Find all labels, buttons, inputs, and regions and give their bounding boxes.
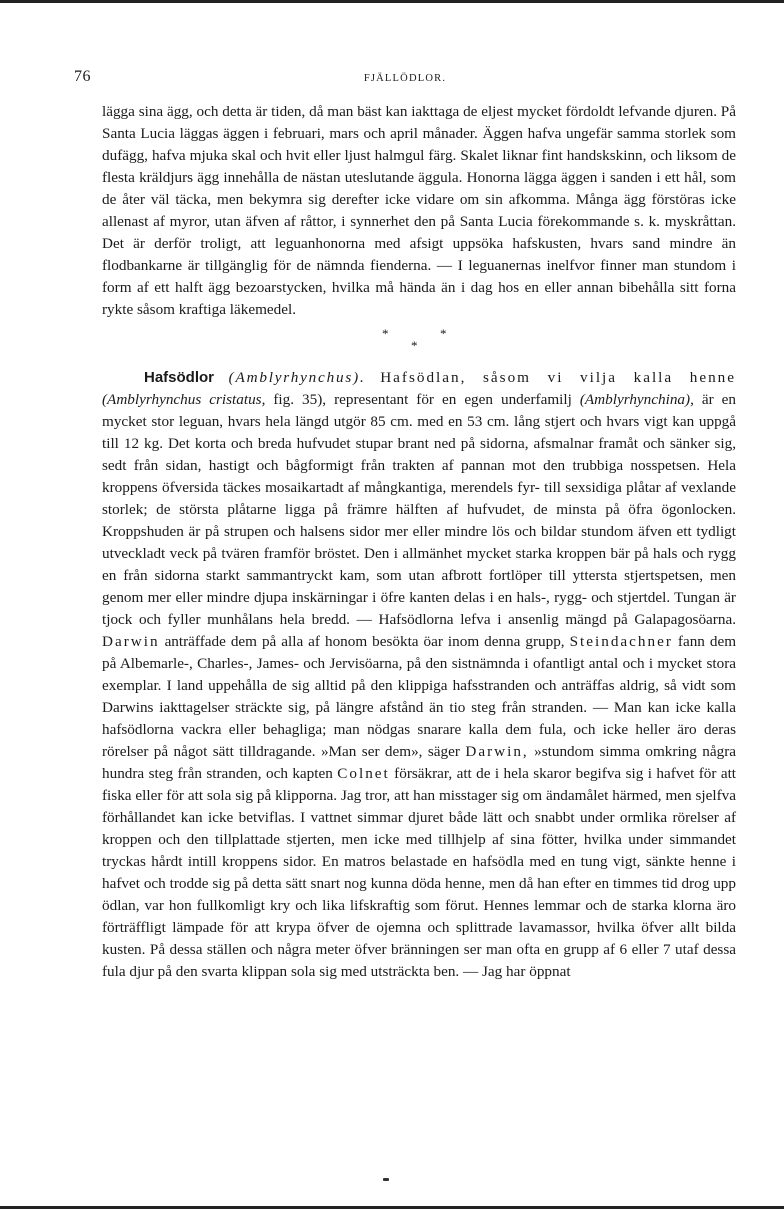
text-run: är en mycket stor leguan, hvars hela längd utgör 85 cm. med en 53 cm. lång stjert och hvars vigt kan uppgå till 12 kg. Det korta och breda hufvudet stupar brant ned på sidorna, afsmalnar framåt och sänker sig, sedt från sidan, hastigt och bågformigt från trakten af pannan mot den trubbiga nosspetsen. Hela kroppens öfversida täckes mosaikartadt af mångkantiga, merendels fyr- till sexsidiga plåtar af vexlande storlek; de största plåtarne ligga på främre hälften af hufvudet, de minsta på öfra ögonlocken. Kroppshuden är på strupen och halsens sidor mer eller mindre lös och bildar stundom äfven ett tydligt utveckladt veck på tvären framför bröstet. Den i allmänhet mycket starka kroppen bär på hals och rygg en från sidorna starkt sammantryckt kam, som utan afbrott fortlöper till yttersta stjertspetsen, men genom mer eller mindre djupa inskärningar i öfre kanten delas i en hals-, rygg- och stjertdel. Tungan är tjock och fyller munhålans hela bredd. — Hafsödlorna lefva i ansenlig mängd på Galapagosöarna. (102, 391, 737, 628)
text-run: fig. 35), representant för en egen underfamilj (273, 391, 572, 408)
separator-star: * (411, 338, 418, 353)
running-head: FJÄLLÖDLOR. (363, 73, 447, 84)
section-heading: Hafsödlor (144, 369, 215, 386)
section-separator (102, 323, 736, 363)
family-name: (Amblyrhynchina), (579, 391, 694, 408)
top-border-rule (0, 0, 784, 3)
bottom-border-rule (0, 1206, 784, 1209)
text-run: försäkrar, att de i hela skaror begifva sig i hafvet för att fiska eller för att sola sig på klipporna. Jag tror, att han misstager sig om ändamålet härmed, men sjelfva förhållandet kan icke betviflas. I vattnet simmar djuret både lätt och snabbt under ormlika rörelser af kroppen och den tillplattade stjerten, men icke med tillhjelp af sina fötter, hvilka under simmandet tryckas hårdt intill kroppens sidor. En matros belastade en hafsödla med en tung vigt, sänkte henne i hafvet och trodde sig på detta sätt snart nog kunna döda henne, men då han efter en timmes tid drog upp ödlan, var hon fullkomligt kry och lika lifskraftig som förut. Hennes lemmar och de starka klorna äro förträffligt lämpade för att krypa öfver de ojemna och splittrade lavamassor, hvilka öfver allt bilda kusten. På dessa ställen och några meter öfver bränningen ser man ofta en grupp af 6 eller 7 utaf dessa fula djur på den svarta klippan sola sig med utsträckta ben. — Jag har öppnat (102, 765, 737, 980)
author-name-darwin: Darwin (102, 633, 160, 650)
bottom-mark (383, 1178, 389, 1181)
page-header (74, 68, 736, 92)
text-run: »stundom simma omkring några hundra steg från stranden, och kapten (102, 743, 736, 782)
separator-star: * (382, 326, 389, 341)
author-name-darwin: Darwin, (465, 743, 529, 760)
genus-name: (Amblyrhynchus). (228, 369, 366, 386)
species-name: (Amblyrhynchus cristatus, (102, 391, 266, 408)
text-run: fann dem på Albemarle-, Charles-, James- och Jervisöarna, på den sistnämnda i ofantligt antal och i mycket stora exemplar. I land uppehålla de sig alltid på den klippiga hafsstranden och anträffas aldrig, så vidt som Darwins iakttagelser sträckte sig, på längre afstånd än tio steg från stranden. — Man kan icke kalla hafsödlorna vackra eller behagliga; man nödgas snarare kalla dem fula, och icke heller äro deras rörelser på något sätt tilldragande. »Man ser dem», säger (102, 633, 737, 760)
page-body (102, 101, 736, 983)
paragraph-hafsodlor (102, 367, 736, 983)
page-number: 76 (74, 68, 91, 85)
text-run: anträffade dem på alla af honom besökta öar inom denna grupp, (164, 633, 565, 650)
author-name-steindachner: Steindachner (569, 633, 673, 650)
author-name-colnet: Colnet (337, 765, 390, 782)
paragraph-eggs: lägga sina ägg, och detta är tiden, då man bäst kan iakttaga de eljest mycket fördoldt lefvande djuren. På Santa Lucia läggas äggen i februari, mars och april månader. Äggen hafva ungefär samma storlek som dufägg, hafva mjuka skal och hvit eller ljust halmgul färg. Skalet liknar fint handskskinn, och liksom de flesta kräldjurs ägg innehålla de nästan uteslutande äggula. Honorna lägga äggen i sanden i ett hål, som de åter väl täcka, men bekymra sig derefter icke vidare om sin afkomma. Många ägg förstöras icke allenast af myror, utan äfven af råttor, i synnerhet den på Santa Lucia förekommande s. k. myskråttan. Det är derför troligt, att leguanhonorna med afsigt uppsöka hafskusten, hvars sand mindre än flodbankarne är tillgänglig för de nämnda fienderna. — I leguanernas inelfvor finner man stundom i form af ett halft ägg bezoarstycken, hvilka må hända än i dag hos en eller annan bibehålla sitt forna rykte såsom kraftiga läkemedel. (102, 103, 736, 318)
separator-star: * (440, 326, 447, 341)
text-run: Hafsödlan, såsom vi vilja kalla henne (380, 369, 737, 386)
